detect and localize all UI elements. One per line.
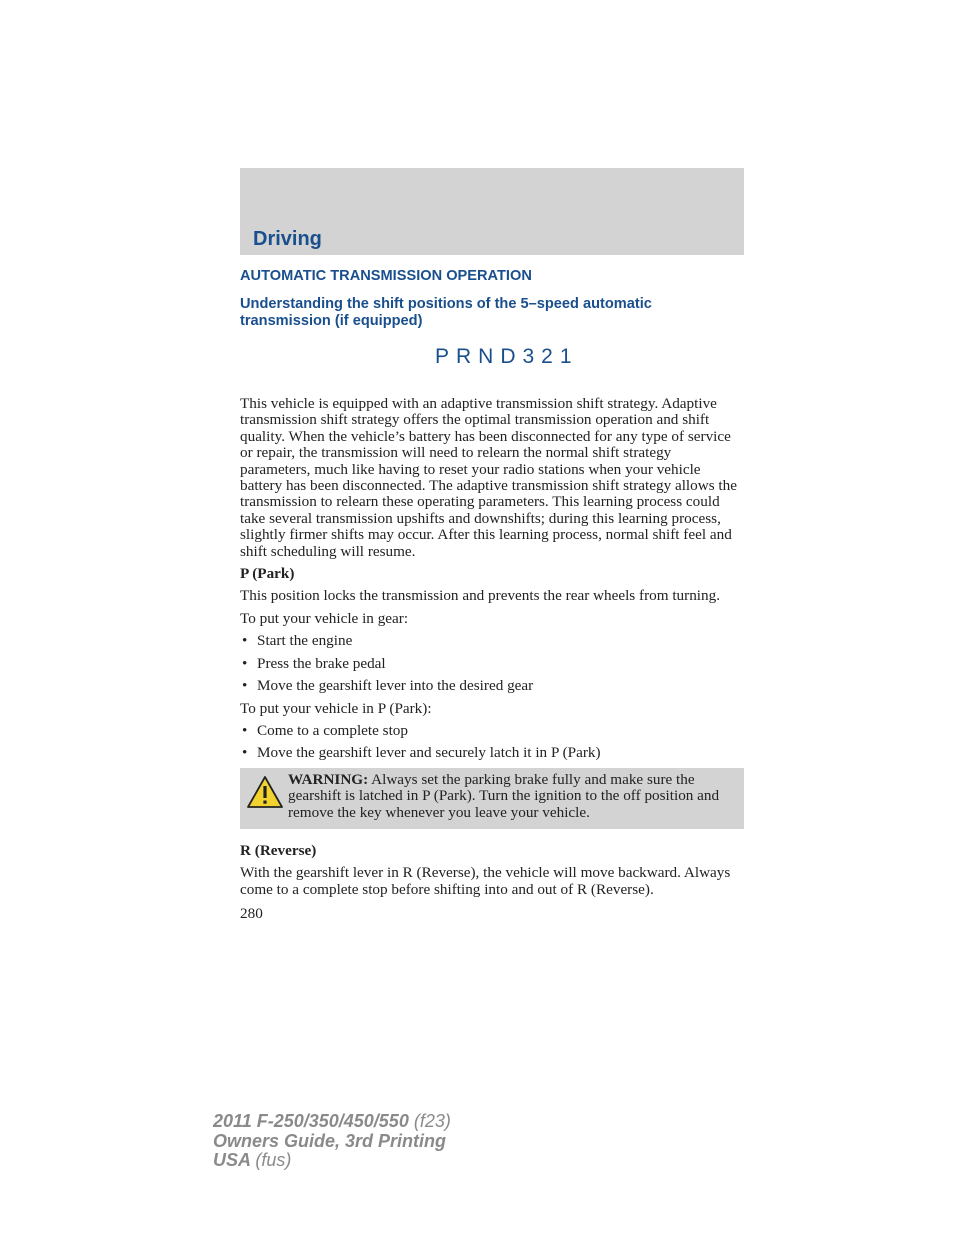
reverse-description: With the gearshift lever in R (Reverse), the vehicle will move backward. Always come to a complete stop before shifting into and out of R (Reverse).: [240, 864, 731, 898]
bullet-icon: •: [242, 654, 248, 672]
footer-line-2: Owners Guide, 3rd Printing: [213, 1130, 447, 1151]
intro-paragraph: This vehicle is equipped with an adaptive transmission shift strategy. Adaptive transmission shift strategy offers the optimal transmission operation and shift quality. When the vehicle’s battery has been disconnected for any type of service or repair, the transmission will need to relearn the normal shift strategy parameters, much like having to reset your radio stations when your vehicle battery has been disconnected. The adaptive transmission shift strategy allows the transmission to relearn these operating parameters. This learning process could take several transmission upshifts and downshifts; during this learning process, slightly firmer shifts may occur. After this learning process, normal shift feel and shift scheduling will resume.: [240, 395, 737, 560]
document-footer: [213, 1112, 451, 1171]
page-heading: AUTOMATIC TRANSMISSION OPERATION: [240, 268, 532, 284]
list-item: • Press the brake pedal: [242, 654, 386, 672]
shift-pattern: PRND321: [435, 345, 579, 368]
bullet-icon: •: [242, 677, 248, 695]
reverse-label: R (Reverse): [240, 841, 317, 859]
list-item: • Come to a complete stop: [242, 721, 408, 739]
park-intro: To put your vehicle in P (Park):: [240, 699, 432, 717]
warning-label: WARNING:: [288, 770, 369, 788]
page-subheading: Understanding the shift positions of the 5–speed automatic transmission (if equipped): [240, 296, 652, 329]
park-label: P (Park): [240, 565, 295, 583]
bullet-icon: •: [242, 632, 248, 650]
list-item: • Move the gearshift lever into the desired gear: [242, 677, 534, 695]
warning-triangle-icon: [246, 774, 284, 810]
page-content: [240, 266, 744, 923]
section-header-bar: [240, 168, 744, 255]
gear-steps-list: [240, 633, 744, 694]
bullet-icon: •: [242, 721, 248, 739]
page-number: 280: [240, 905, 263, 923]
footer-line-1: 2011 F-250/350/450/550 (f23): [213, 1111, 451, 1131]
park-description: This position locks the transmission and prevents the rear wheels from turning.: [240, 587, 721, 605]
section-title: Driving: [253, 228, 322, 250]
footer-line-3: USA (fus): [213, 1150, 292, 1170]
warning-box: [240, 768, 744, 829]
bullet-icon: •: [242, 744, 248, 762]
warning-text: Always set the parking brake fully and make sure the gearshift is latched in P (Park). Turn the ignition to the off position and remove the key whenever you leave your vehicle.: [288, 770, 720, 821]
park-steps-list: [240, 723, 744, 762]
gear-intro: To put your vehicle in gear:: [240, 609, 409, 627]
list-item: • Move the gearshift lever and securely latch it in P (Park): [242, 744, 601, 762]
list-item: • Start the engine: [242, 632, 353, 650]
